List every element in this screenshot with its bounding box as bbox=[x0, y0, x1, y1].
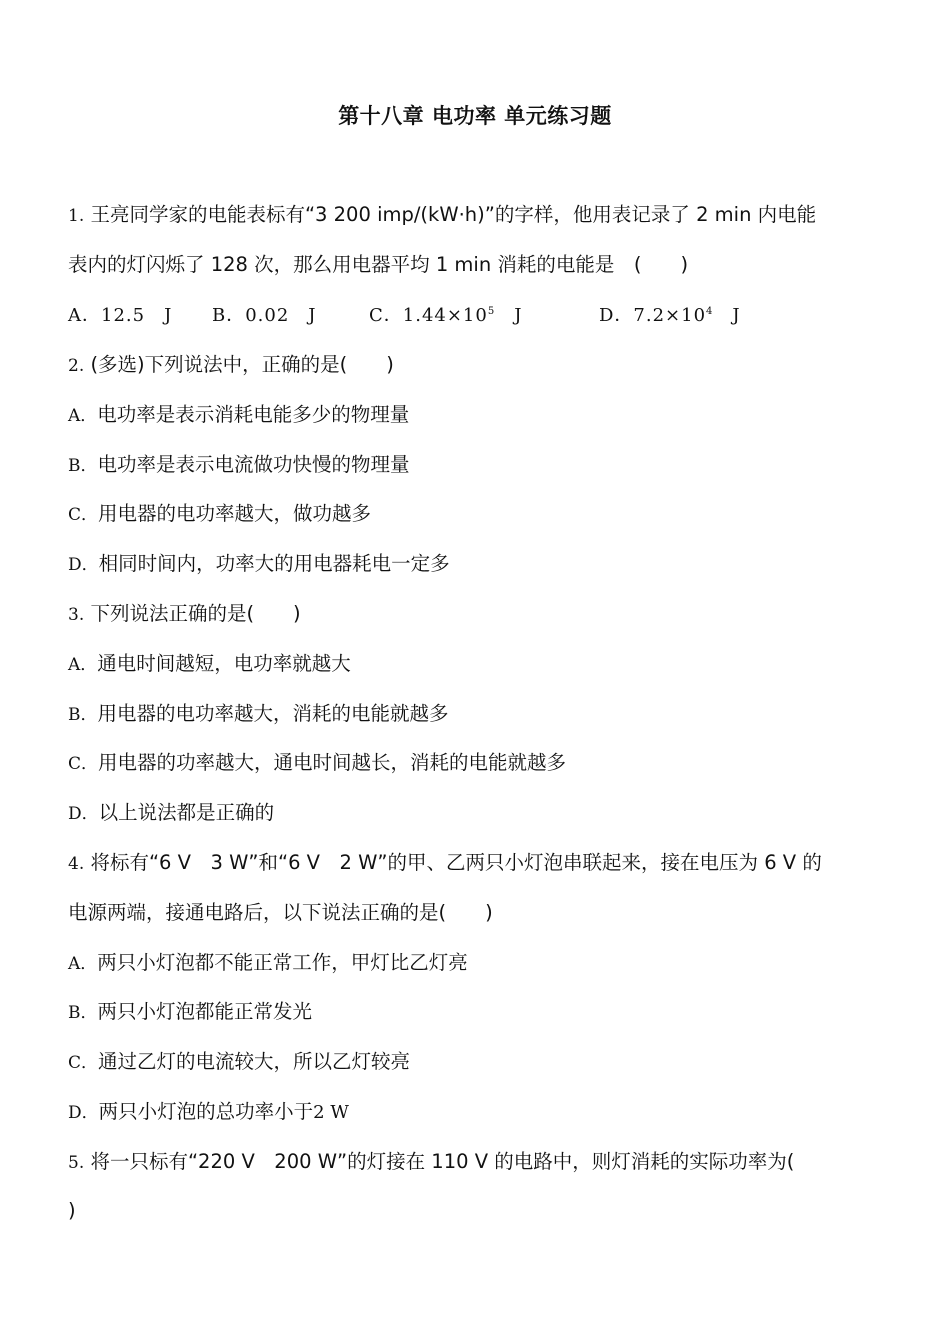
question-number: 3. bbox=[68, 605, 85, 625]
option-text: 用电器的电功率越大，消耗的电能就越多 bbox=[97, 702, 449, 725]
question-4-option-b bbox=[68, 997, 312, 1028]
question-4-line-1 bbox=[68, 848, 822, 879]
question-3-stem bbox=[68, 599, 301, 630]
option-label: D． bbox=[68, 555, 99, 575]
question-2-stem bbox=[68, 350, 394, 381]
question-5-text: 将一只标有“220 V 200 W”的灯接在 110 V 的电路中，则灯消耗的实际功率为( bbox=[90, 1150, 795, 1173]
question-4-text: 将标有“6 V 3 W”和“6 V 2 W”的甲、乙两只小灯泡串联起来，接在电压为 6 V 的 bbox=[90, 851, 822, 874]
option-label: A． bbox=[68, 406, 98, 426]
question-1-line-2: 表内的灯闪烁了 128 次，那么用电器平均 1 min 消耗的电能是 ( ) bbox=[68, 253, 689, 276]
option-text: 两只小灯泡都能正常发光 bbox=[97, 1000, 313, 1023]
question-1-text: 王亮同学家的电能表标有“3 200 imp/(kW·h)”的字样，他用表记录了 2 min 内电能 bbox=[90, 203, 817, 226]
option-text: 电功率是表示消耗电能多少的物理量 bbox=[97, 403, 410, 426]
option-label: D． bbox=[68, 804, 99, 824]
option-label: A． bbox=[68, 954, 98, 974]
option-value: 2 W bbox=[313, 1102, 349, 1123]
question-2-text: (多选)下列说法中，正确的是( ) bbox=[90, 353, 394, 376]
question-number: 2. bbox=[68, 356, 85, 376]
question-2-option-c bbox=[68, 499, 371, 530]
option-label: B． bbox=[68, 1003, 98, 1023]
question-4-option-d bbox=[68, 1097, 349, 1128]
question-5-line-2: ) bbox=[68, 1199, 76, 1222]
question-2-option-b bbox=[68, 450, 410, 481]
question-4-line-2: 电源两端，接通电路后，以下说法正确的是( ) bbox=[68, 901, 493, 924]
option-text: 以上说法都是正确的 bbox=[98, 801, 275, 824]
question-3-option-b bbox=[68, 699, 449, 730]
option-text: 电功率是表示电流做功快慢的物理量 bbox=[97, 453, 410, 476]
option-d-exponent: 4 bbox=[706, 306, 714, 317]
option-label: A． bbox=[68, 655, 98, 675]
question-1-line-1 bbox=[68, 200, 816, 231]
question-4-option-a bbox=[68, 948, 468, 979]
option-text: 通电时间越短，电功率就越大 bbox=[97, 652, 351, 675]
option-d-unit: J bbox=[713, 305, 741, 326]
question-3-option-c bbox=[68, 748, 566, 779]
question-4-option-c bbox=[68, 1047, 410, 1078]
option-label: C． bbox=[68, 1053, 99, 1073]
option-c bbox=[369, 301, 599, 331]
question-number: 5. bbox=[68, 1153, 85, 1173]
option-c-exponent: 5 bbox=[487, 306, 496, 317]
option-text: 用电器的功率越大，通电时间越长，消耗的电能就越多 bbox=[98, 751, 567, 774]
question-1-options bbox=[68, 300, 741, 331]
question-3-option-a bbox=[68, 649, 351, 680]
question-3-text: 下列说法正确的是( ) bbox=[90, 602, 301, 625]
option-a: A．12.5 J bbox=[68, 305, 173, 326]
option-b: B．0.02 J bbox=[212, 305, 317, 326]
option-text: 用电器的电功率越大，做功越多 bbox=[98, 502, 372, 525]
question-5-line-1 bbox=[68, 1147, 794, 1178]
question-number: 4. bbox=[68, 854, 85, 874]
question-3-option-d bbox=[68, 798, 274, 829]
option-label: B． bbox=[68, 456, 98, 476]
question-2-option-a bbox=[68, 400, 409, 431]
option-c-base: C．1.44×10 bbox=[369, 305, 488, 326]
option-d-base: D．7.2×10 bbox=[599, 305, 707, 326]
option-d bbox=[599, 301, 741, 331]
option-text: 两只小灯泡都不能正常工作，甲灯比乙灯亮 bbox=[97, 951, 468, 974]
option-text: 相同时间内，功率大的用电器耗电一定多 bbox=[98, 552, 450, 575]
option-label: B． bbox=[68, 705, 98, 725]
option-label: C． bbox=[68, 754, 99, 774]
option-text: 两只小灯泡的总功率小于 bbox=[98, 1100, 314, 1123]
option-c-unit: J bbox=[495, 305, 523, 326]
option-text: 通过乙灯的电流较大，所以乙灯较亮 bbox=[98, 1050, 411, 1073]
option-label: D． bbox=[68, 1103, 99, 1123]
page-title: 第十八章 电功率 单元练习题 bbox=[338, 104, 612, 128]
option-label: C． bbox=[68, 505, 99, 525]
question-number: 1. bbox=[68, 206, 85, 226]
question-2-option-d bbox=[68, 549, 450, 580]
